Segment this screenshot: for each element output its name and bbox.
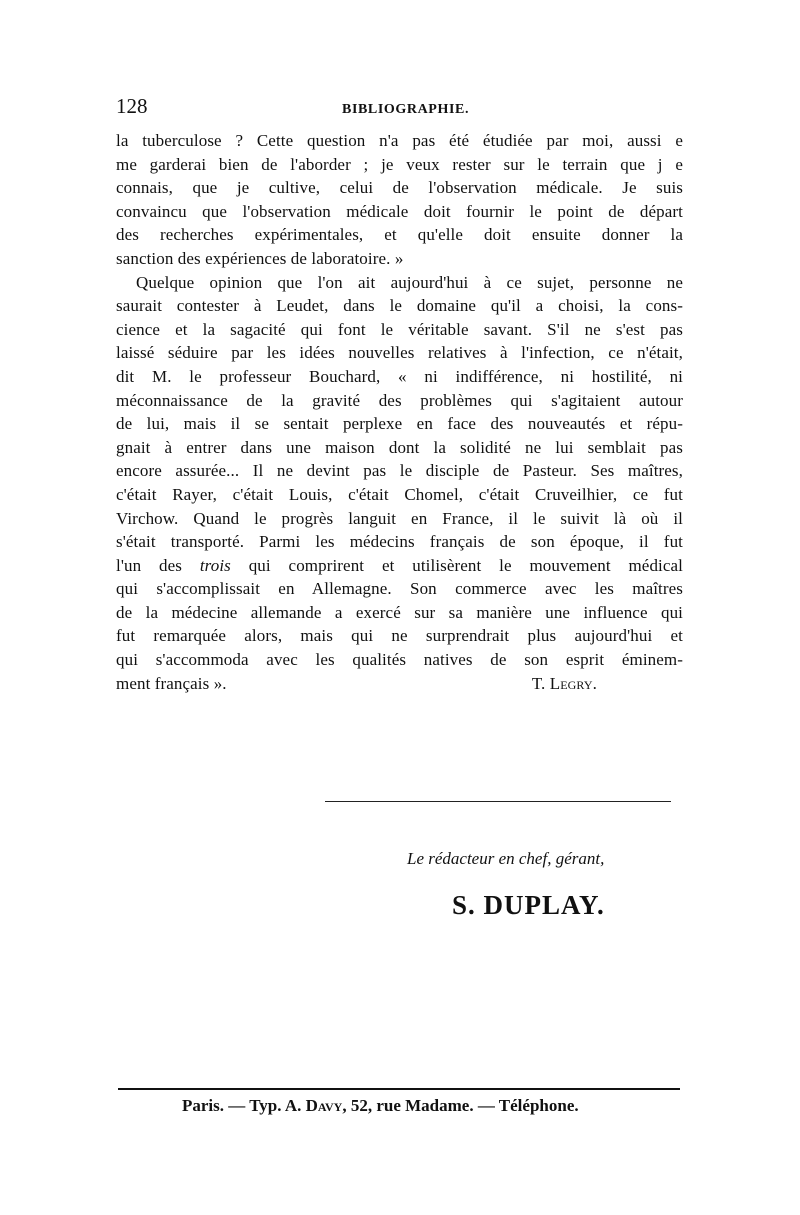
page-number: 128 — [116, 94, 148, 118]
text-line: Virchow. Quand le progrès languit en France, il le suivit là où il — [116, 508, 683, 528]
text-line: c'était Rayer, c'était Louis, c'était Chomel, c'était Cruveilhier, ce fut — [116, 484, 683, 504]
imprint-address: , 52, rue Madame. — [342, 1096, 474, 1115]
signature-line — [116, 672, 683, 696]
imprint-printer-label: — Typ. A. — [228, 1096, 306, 1115]
page-header — [116, 94, 683, 124]
editor-role: Le rédacteur en chef, gérant, — [407, 849, 605, 868]
footer-rule — [118, 1088, 680, 1090]
printer-imprint — [182, 1096, 579, 1116]
text-line: qui s'accomplissait en Allemagne. Son commerce avec les maîtres — [116, 579, 683, 599]
editor-name: S. DUPLAY. — [452, 890, 605, 920]
text-line: gnait à entrer dans une maison dont la solidité ne lui semblait pas — [116, 437, 683, 457]
running-head: BIBLIOGRAPHIE. — [342, 102, 470, 117]
text-line: fut remarquée alors, mais qui ne surprendrait plus aujourd'hui et — [116, 626, 683, 646]
text-line: s'était transporté. Parmi les médecins français de son époque, il fut — [116, 532, 683, 552]
text-line: sanction des expériences de laboratoire. » — [116, 248, 404, 268]
text-line: méconnaissance de la gravité des problèmes qui s'agitaient autour — [116, 390, 683, 410]
text-line — [116, 554, 683, 578]
text-line: connais, que je cultive, celui de l'observation médicale. Je suis — [116, 178, 683, 198]
text-line: qui s'accommoda avec les qualités natives de son esprit éminem- — [116, 650, 683, 670]
text-line: saurait contester à Leudet, dans le domaine qu'il a choisi, la cons- — [116, 296, 683, 316]
text-segment: l'un des — [116, 555, 200, 575]
section-divider — [325, 801, 671, 802]
text-line: de lui, mais il se sentait perplexe en face des nouveautés et répu- — [116, 414, 683, 434]
paragraph-start: Quelque opinion que l'on ait aujourd'hui à ce sujet, personne ne — [136, 272, 683, 292]
text-line: encore assurée... Il ne devint pas le disciple de Pasteur. Ses maîtres, — [116, 461, 683, 481]
text-line: la tuberculose ? Cette question n'a pas été étudiée par moi, aussi e — [116, 131, 683, 150]
imprint-printer-name: Davy — [305, 1096, 343, 1115]
signature-surname: Legry. — [549, 673, 597, 693]
text-segment: ment français ». — [116, 673, 227, 693]
text-line: dit M. le professeur Bouchard, « ni indifférence, ni hostilité, ni — [116, 366, 683, 386]
author-signature — [532, 672, 597, 696]
text-line: convaincu que l'observation médicale doit fournir le point de départ — [116, 201, 683, 221]
imprint-city: Paris. — [182, 1096, 225, 1115]
imprint-phone: — Téléphone. — [477, 1096, 579, 1115]
text-segment: qui comprirent et utilisèrent le mouvement médical — [230, 555, 683, 575]
text-line: des recherches expérimentales, et qu'elle doit ensuite donner la — [116, 225, 683, 245]
text-line: de la médecine allemande a exercé sur sa manière une influence qui — [116, 602, 683, 622]
signature-initial: T. — [531, 673, 550, 693]
text-line: cience et la sagacité qui font le véritable savant. S'il ne s'est pas — [116, 319, 683, 339]
text-line: laissé séduire par les idées nouvelles relatives à l'infection, ce n'était, — [116, 343, 683, 363]
body-text — [116, 129, 683, 695]
italic-word: trois — [199, 555, 231, 575]
text-line: me garderai bien de l'aborder ; je veux rester sur le terrain que j e — [116, 154, 683, 174]
